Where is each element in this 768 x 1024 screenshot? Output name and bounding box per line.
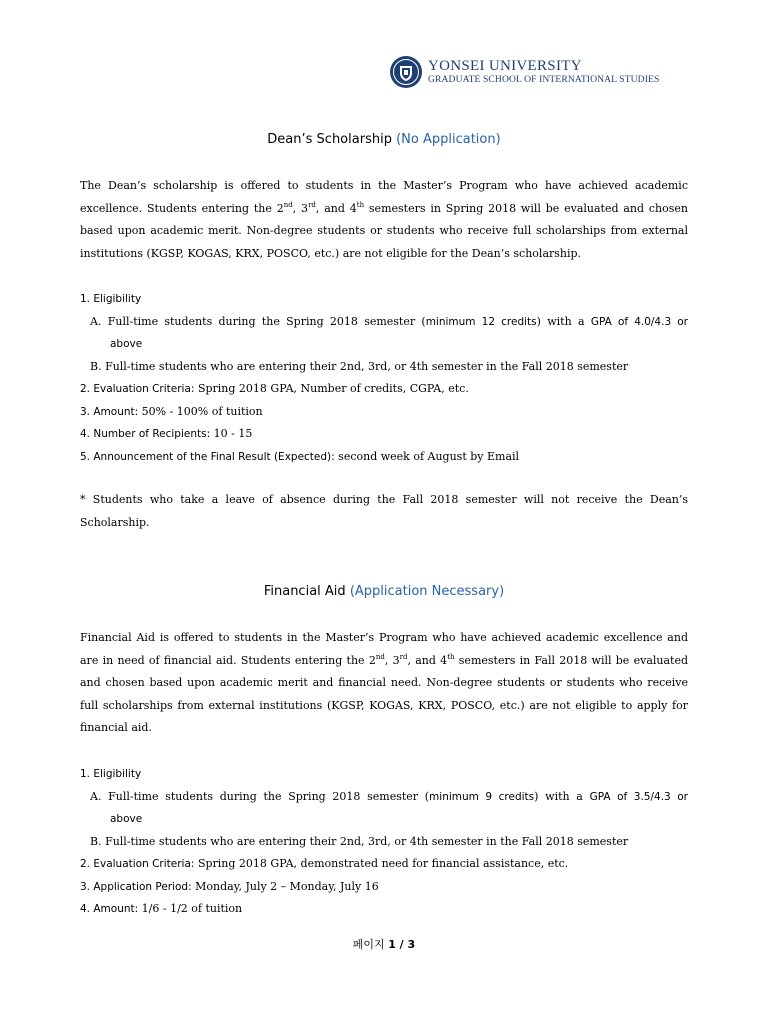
university-seal-icon bbox=[389, 55, 423, 89]
amount: 3. Amount: 50% - 100% of tuition bbox=[80, 404, 263, 418]
eligibility-heading: 1. Eligibility bbox=[80, 768, 142, 780]
financial-aid-criteria-list: 1. Eligibility A. Full-time students during the Spring 2018 semester (minimum 9 credits) with a GPA of 3.5/4.3 or above B. Full-time students who are entering their 2nd, 3rd, or 4th semester in the Fall 2018 semester 2. Evaluation Criteria: Spring 2018 GPA, demonstrated need for financial assistance, etc. 3. Application Period: Monday, July 2 – Monday, July 16 4. Amount: 1/6 - 1/2 of tuition bbox=[80, 763, 688, 921]
eligibility-item-b: B. Full-time students who are entering their 2nd, 3rd, or 4th semester in the Fall 2018 semester bbox=[90, 834, 629, 848]
university-name: YONSEI UNIVERSITY bbox=[428, 58, 582, 74]
announcement: 5. Announcement of the Final Result (Expected): second week of August by Email bbox=[80, 449, 520, 463]
eligibility-item-a: A. Full-time students during the Spring 2018 semester (minimum 9 credits) with a GPA of 3.5/4.3 or bbox=[90, 789, 688, 803]
deans-criteria-list: 1. Eligibility A. Full-time students during the Spring 2018 semester (minimum 12 credits) with a GPA of 4.0/4.3 or above B. Full-time students who are entering their 2nd, 3rd, or 4th semester in the Fall 2018 semester 2. Evaluation Criteria: Spring 2018 GPA, Number of credits, CGPA, etc. 3. Amount: 50% - 100% of tuition 4. Number of Recipients: 10 - 15 5. Announcement of the Final Result (Expected): second week of August by Email bbox=[80, 288, 688, 468]
page-label: 페이지 bbox=[352, 938, 385, 951]
page-footer: 페이지 1 / 3 bbox=[352, 938, 416, 951]
deans-scholarship-title: Dean’s Scholarship (No Application) bbox=[267, 132, 501, 147]
page-number: 1 bbox=[388, 938, 396, 951]
evaluation-criteria: 2. Evaluation Criteria: Spring 2018 GPA, demonstrated need for financial assistance, etc. bbox=[80, 857, 569, 870]
school-name: GRADUATE SCHOOL OF INTERNATIONAL STUDIES bbox=[428, 74, 660, 85]
letterhead bbox=[389, 54, 659, 90]
application-period: 3. Application Period: Monday, July 2 – Monday, July 16 bbox=[80, 879, 379, 893]
evaluation-criteria: 2. Evaluation Criteria: Spring 2018 GPA, Number of credits, CGPA, etc. bbox=[80, 382, 469, 395]
number-of-recipients: 4. Number of Recipients: 10 - 15 bbox=[80, 427, 253, 440]
deans-intro-paragraph: The Dean’s scholarship is offered to students in the Master’s Program who have achieved academic excellence. Students entering the 2nd, 3rd, and 4th semesters in Spring 2018 will be evaluated and chosen based upon academic merit. Non-degree students or students who receive full scholarships from external institutions (KGSP, KOGAS, KRX, POSCO, etc.) are not eligible for the Dean’s scholarship. bbox=[80, 179, 688, 260]
deans-note: * Students who take a leave of absence during the Fall 2018 semester will not receive the Dean’s Scholarship. bbox=[80, 493, 688, 529]
financial-aid-intro-paragraph: Financial Aid is offered to students in the Master’s Program who have achieved academic excellence and are in need of financial aid. Students entering the 2nd, 3rd, and 4th semesters in Fall 2018 will be evaluated and chosen based upon academic merit and financial need. Non-degree students or students who receive full scholarships from external institutions (KGSP, KOGAS, KRX, POSCO, etc.) are not eligible to apply for financial aid. bbox=[80, 631, 689, 734]
eligibility-item-b: B. Full-time students who are entering their 2nd, 3rd, or 4th semester in the Fall 2018 semester bbox=[90, 359, 629, 373]
eligibility-item-a: A. Full-time students during the Spring 2018 semester (minimum 12 credits) with a GPA of 4.0/4.3 or bbox=[90, 314, 688, 328]
amount: 4. Amount: 1/6 - 1/2 of tuition bbox=[80, 902, 243, 915]
page-total: 3 bbox=[407, 938, 416, 951]
financial-aid-title: Financial Aid (Application Necessary) bbox=[263, 584, 505, 599]
eligibility-heading: 1. Eligibility bbox=[80, 293, 142, 305]
